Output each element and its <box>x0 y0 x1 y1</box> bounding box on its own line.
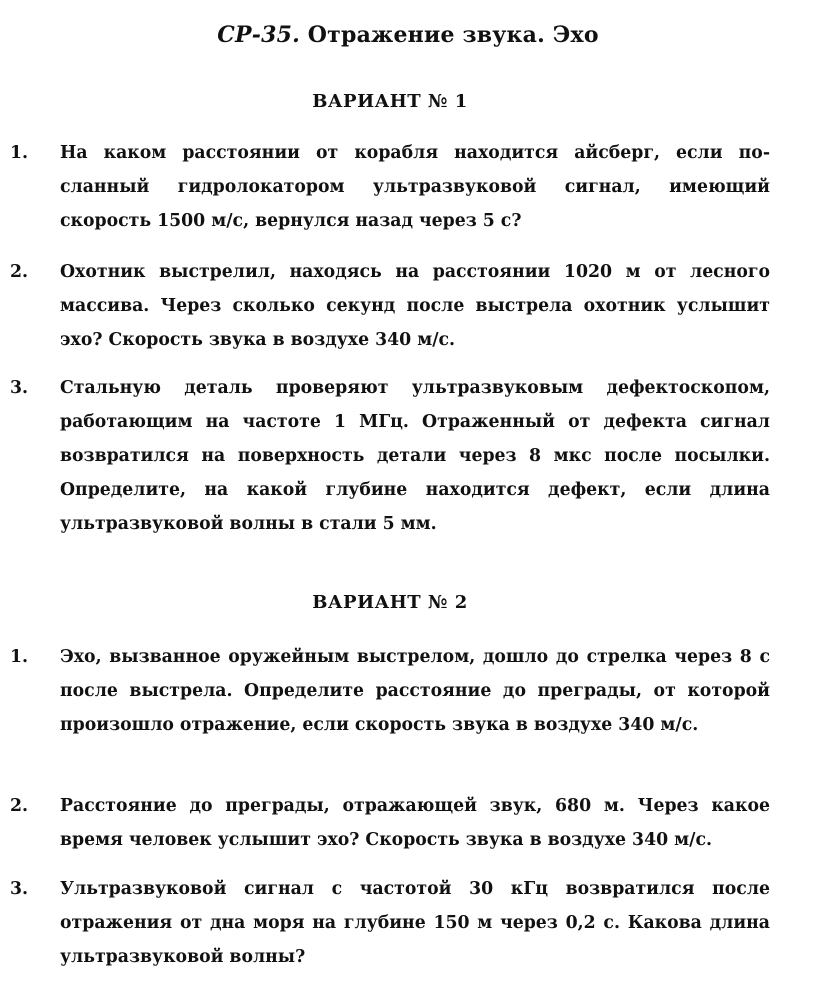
title-code: СР-35. <box>217 22 300 48</box>
problem-text: Ультразвуковой сигнал с частотой 30 кГц возвратился после отражения от дна моря на глубине 150 м через 0,2 с. Какова длина ультразвуковой волны? <box>60 879 770 967</box>
problem-number: 3. <box>10 378 29 398</box>
variant-2-problem-2 <box>10 789 770 857</box>
problem-text: На каком расстоянии от корабля находится айсберг, если посланный гидролокатором ультразвуковой сигнал, имеющий скорость 1500 м/с, вернулся назад через 5 с? <box>60 143 770 231</box>
variant-1-problem-2 <box>10 255 770 357</box>
variant-1-problem-1 <box>10 136 770 238</box>
problem-text: Эхо, вызванное оружейным выстрелом, дошло до стрелка через 8 с после выстрела. Определите расстояние до преграды, от которой произошло отражение, если скорость звука в воздухе 340 м/с. <box>60 647 770 735</box>
page-title <box>0 22 816 48</box>
problem-number: 1. <box>10 143 29 163</box>
problem-number: 1. <box>10 647 29 667</box>
variant-2-heading: ВАРИАНТ № 2 <box>312 592 468 613</box>
variant-1-heading: ВАРИАНТ № 1 <box>312 91 468 112</box>
problem-text: Охотник выстрелил, находясь на расстоянии 1020 м от лесного массива. Через сколько секунд после выстрела охотник услышит эхо? Скорость звука в воздухе 340 м/с. <box>60 262 770 350</box>
problem-number: 2. <box>10 796 29 816</box>
problem-number: 2. <box>10 262 29 282</box>
problem-number: 3. <box>10 879 29 899</box>
variant-1-problem-3 <box>10 371 770 541</box>
problem-text: Стальную деталь проверяют ультразвуковым дефектоскопом, работающим на частоте 1 МГц. Отраженный от дефекта сигнал возвратился на поверхность детали через 8 мкс после посылки. Определите, на какой глубине находится дефект, если длина ультразвуковой волны в стали 5 мм. <box>60 378 770 534</box>
title-text: Отражение звука. Эхо <box>299 22 599 48</box>
variant-2-problem-1 <box>10 640 770 742</box>
variant-2-problem-3 <box>10 872 770 974</box>
problem-text: Расстояние до преграды, отражающей звук, 680 м. Через какое время человек услышит эхо? Скорость звука в воздухе 340 м/с. <box>60 796 770 850</box>
